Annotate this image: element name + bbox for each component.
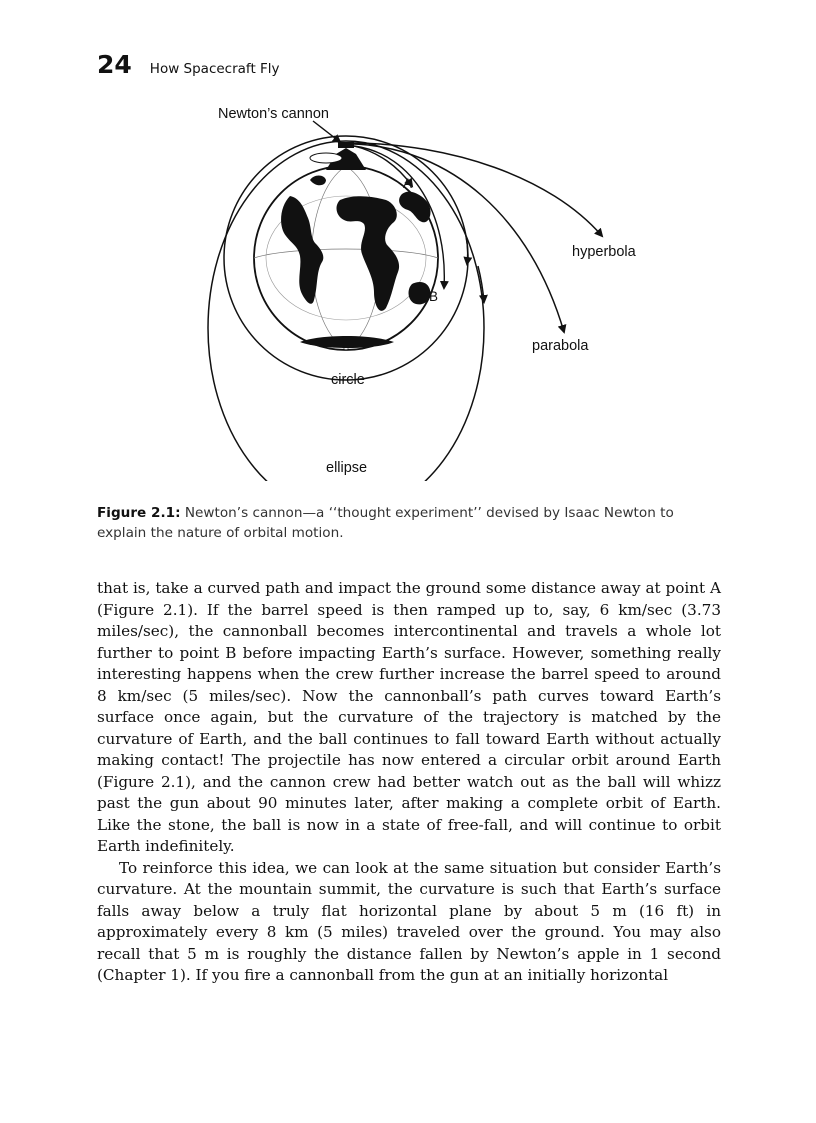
book-title: How Spacecraft Fly [149,61,280,77]
figure-caption [97,503,727,543]
label-circle: circle [331,372,365,388]
orbit-ellipse-arrow [478,266,484,302]
figure-newtons-cannon [150,96,670,481]
label-hyperbola: hyperbola [572,244,636,260]
page-number: 24 [97,50,132,79]
figure-caption-label: Figure 2.1: [97,505,181,521]
running-head [97,50,280,79]
continent-australia [409,282,431,304]
label-point-a: A [403,176,413,191]
body-text [97,578,721,987]
label-point-b: B [429,289,439,304]
figure-caption-text: Newton’s cannon—a ‘‘thought experiment’’ devised by Isaac Newton to explain the nature of orbital motion. [97,505,674,541]
label-parabola: parabola [532,338,589,354]
paragraph: To reinforce this idea, we can look at the same situation but consider Earth’s curvature. At the mountain summit, the curvature is such that Earth’s surface falls away below a truly flat horizontal plane by about 5 m (16 ft) in approximately every 8 km (5 miles) traveled over the ground. You may also recall that 5 m is roughly the distance fallen by Newton’s apple in 1 second (Chapter 1). If you fire a cannonball from the gun at an initially horizontal [97,858,721,984]
paragraph: that is, take a curved path and impact the ground some distance away at point A (Figure 2.1). If the barrel speed is then ramped up to, say, 6 km/sec (3.73 miles/sec), the cannonball becomes intercontinental and travels a whole lot further to point B before impacting Earth’s surface. However, something really interesting happens when the crew further increase the barrel speed to around 8 km/sec (5 miles/sec). Now the cannonball’s path curves toward Earth’s surface once again, but the curvature of the trajectory is matched by the curvature of Earth, and the ball continues to fall toward Earth without actually making contact! The projectile has now entered a circular orbit around Earth (Figure 2.1), and the cannon crew had better watch out as the ball will whizz past the gun about 90 minutes later, after making a complete orbit of Earth. Like the stone, the ball is now in a state of free-fall, and will continue to orbit Earth indefinitely. [97,579,721,855]
earth-globe [254,166,438,350]
label-ellipse: ellipse [326,460,368,476]
label-newtons-cannon: Newton’s cannon [218,106,329,122]
cloud-shape [310,153,342,163]
newtons-cannon-diagram [150,96,670,481]
